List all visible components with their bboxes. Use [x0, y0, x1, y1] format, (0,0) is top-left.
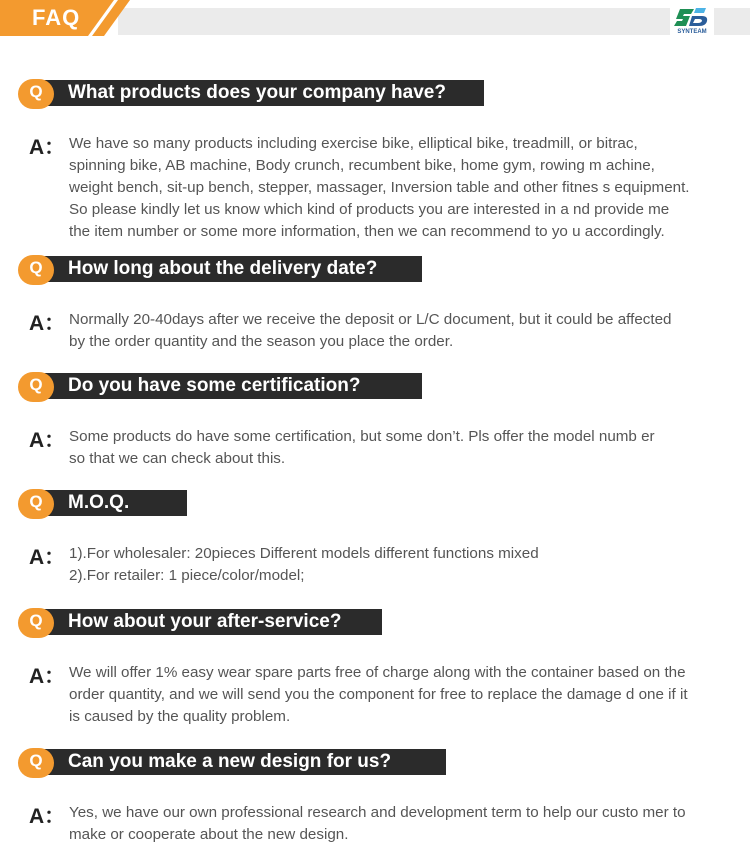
- synteam-logo-icon: [670, 4, 714, 30]
- page-title: FAQ: [32, 5, 81, 30]
- question-row: [18, 79, 484, 109]
- answer-text: [69, 662, 739, 728]
- answer-line: the item number or some more information, then we can recommend to yo u accordingly.: [69, 223, 665, 240]
- q-badge-letter: Q: [29, 492, 43, 511]
- answer-text: [69, 309, 739, 353]
- answer-label: A：: [29, 312, 66, 335]
- answer-line: order quantity, and we will send you the component for free to replace the damage d one if it: [69, 686, 688, 703]
- q-badge: [18, 748, 54, 778]
- q-badge: [18, 255, 54, 285]
- question-text: Do you have some certification?: [68, 375, 361, 396]
- answer-label: A：: [29, 429, 66, 452]
- question-row: [18, 748, 446, 778]
- question-row: [18, 608, 382, 638]
- answer-line: Yes, we have our own professional research and development term to help our custo mer to: [69, 804, 686, 821]
- answer-label: A：: [29, 546, 66, 569]
- answer-text: [69, 426, 739, 470]
- question-row: [18, 255, 422, 285]
- question-text: How long about the delivery date?: [68, 258, 378, 279]
- q-badge: [18, 608, 54, 638]
- q-badge-letter: Q: [29, 751, 43, 770]
- answer-line: We have so many products including exercise bike, elliptical bike, treadmill, or bitrac,: [69, 135, 638, 152]
- answer-label: A：: [29, 665, 66, 688]
- answer-text: [69, 133, 739, 243]
- answer-line: 1).For wholesaler: 20pieces Different models different functions mixed: [69, 545, 539, 562]
- faq-header: [0, 0, 750, 36]
- question-text: How about your after-service?: [68, 611, 342, 632]
- answer-line: is caused by the quality problem.: [69, 708, 291, 725]
- answer-line: Normally 20-40days after we receive the deposit or L/C document, but it could be affected: [69, 311, 672, 328]
- answer-line: spinning bike, AB machine, Body crunch, recumbent bike, home gym, rowing m achine,: [69, 157, 655, 174]
- answer-line: make or cooperate about the new design.: [69, 826, 349, 843]
- answer-label: A：: [29, 805, 66, 828]
- answer-line: Some products do have some certification, but some don’t. Pls offer the model numb er: [69, 428, 655, 445]
- question-text: M.O.Q.: [68, 492, 130, 513]
- answer-line: So please kindly let us know which kind of products you are interested in a nd provide me: [69, 201, 670, 218]
- answer-label: A：: [29, 136, 66, 159]
- question-text: What products does your company have?: [68, 82, 446, 103]
- answer-line: so that we can check about this.: [69, 450, 286, 467]
- answer-line: We will offer 1% easy wear spare parts free of charge along with the container based on the: [69, 664, 686, 681]
- q-badge-letter: Q: [29, 82, 43, 101]
- answer-text: [69, 802, 739, 846]
- answer-line: weight bench, sit-up bench, stepper, massager, Inversion table and other fitnes s equipment.: [69, 179, 690, 196]
- answer-text: [69, 543, 739, 587]
- answer-line: by the order quantity and the season you place the order.: [69, 333, 454, 350]
- faq-tab-shape: [0, 0, 750, 36]
- question-text: Can you make a new design for us?: [68, 751, 392, 772]
- question-row: [18, 489, 187, 519]
- q-badge: [18, 372, 54, 402]
- question-row: [18, 372, 422, 402]
- q-badge: [18, 489, 54, 519]
- q-badge: [18, 79, 54, 109]
- q-badge-letter: Q: [29, 375, 43, 394]
- q-badge-letter: Q: [29, 611, 43, 630]
- answer-line: 2).For retailer: 1 piece/color/model;: [69, 567, 305, 584]
- q-badge-letter: Q: [29, 258, 43, 277]
- company-logo: [670, 4, 714, 38]
- logo-text: SYNTEAM: [677, 29, 707, 35]
